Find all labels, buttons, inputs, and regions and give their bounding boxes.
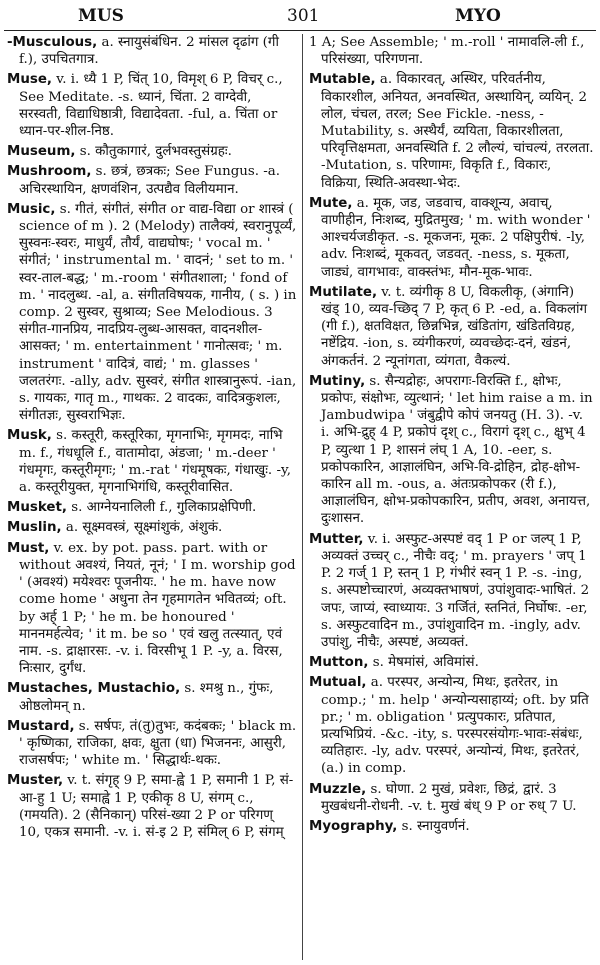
entry-definition: s. कस्तूरी, कस्तूरिका, मृगनाभिः, मृगमदः, नाभि m. f., गंधधूलि f., वातामोदा, अंडजा; ' m.-deer ' गंधमृगः, कस्तूरीमृगः; ' m.-rat ' गंधमूषकः, गंधाखुः. -y, a. कस्तूरीयुक्त, मृगनाभिगंधि, कस्तूरीवासित. xyxy=(19,428,292,496)
entry-definition: s. सैन्यद्रोहः, अपरागः-विरक्ति f., क्षोभः, प्रकोपः, संक्षोभः, व्युत्थानं; ' let him raise a m. in Jambudwipa ' जंबुद्वीपे कोपं जनयतु (H. 3). -v. i. अभि-द्रुह् 4 P, प्रकोपं दृश् c., विरागं दृश् c., क्षुभ् 4 P, व्युत्था 1 P, शासनं लंघ् 1 A, 10. -eer, s. प्रकोपकारिन, आज्ञालंघिन, अभि-वि-द्रोहिन, द्रोह-क्षोभ-कारिन all m. -ous, a. अंतःप्रकोपकर (री f.), आज्ञालंघिन, क्षोभ-प्रकोपकारिन, प्रतीप, अवश, अनायत्त, दुःशासन. xyxy=(321,373,593,527)
dictionary-entry xyxy=(7,680,297,714)
entry-definition: v. ex. by pot. pass. part. with or without अवश्यं, नियतं, नूनं; ' I m. worship god ' (अवश्यं) मयेश्वरः पूजनीयः. ' he m. have now come home ' अधुना तेन गृहमागतेन भवितव्यं; oft. by अर्ह् 1 P; ' he m. be honoured ' माननमर्हत्येव; ' it m. be so ' एवं खलु तत्स्यात्, एवं नाम. -s. द्राक्षारसः. -v. i. विरसीभू 1 P. -y, a. विरस, निःसार, दुर्गंध. xyxy=(19,540,296,677)
entry-headword: Mutter, xyxy=(309,531,364,547)
entry-headword: Musket, xyxy=(7,500,67,516)
entry-definition: v. i. ध्यै 1 P, चिंत् 10, विमृश् 6 P, विचर् c., See Meditate. -s. ध्यानं, चिंता. 2 वाग्देवी, सरस्वती, विद्याधिष्ठात्री, विद्यादेवता. -ful, a. चिंता or ध्यान-पर-शील-निष्ठ. xyxy=(19,72,283,140)
dictionary-entry xyxy=(7,519,297,536)
dictionary-entry xyxy=(7,718,297,770)
dictionary-entry xyxy=(7,163,297,197)
entry-definition: a. स्नायुसंबंधिन. 2 मांसल दृढांग (गी f.), उपचितगात्र. xyxy=(19,35,279,68)
dictionary-entry xyxy=(309,195,595,281)
entry-headword: Must, xyxy=(7,540,50,556)
entry-definition: v. i. अस्फुट-अस्पष्टं वद् 1 P or जल्प् 1 P, अव्यक्तं उच्चर् c., नीचैः वद्; ' m. prayers ' जप् 1 P. 2 गर्ज् 1 P, स्तन् 1 P, गंभीरं स्वन् 1 P. -s. -ing, s. अस्पष्टोच्चारणं, अव्यक्तभाषणं, उपांशुवादः-भाषितं. 2 जपः, जाप्यं, स्वाध्यायः. 3 गर्जितं, स्तनितं, निर्घोषः. -er, s. अस्फुटवादिन m., उपांशुवादिन m. -ingly, adv. उपांशु, नीचैः, अस्पष्टं, अव्यक्तं. xyxy=(321,531,590,650)
entry-definition: a. मूक, जड, जडवाच, वाक्शून्य, अवाच्, वाणीहीन, निःशब्द, मुद्रितमुख; ' m. with wonder ' आश्चर्यजडीकृत. -s. मूकजनः, मूकः. 2 पक्षिपुरीषं. -ly, adv. निःशब्दं, मूकवत्, जडवत्. -ness, s. मूकता, जाड्यं, वागभावः, वाक्स्तंभः, मौन-मूक-भावः. xyxy=(321,195,591,280)
dictionary-entry xyxy=(7,772,297,841)
dictionary-entry xyxy=(309,654,595,671)
dictionary-entry xyxy=(7,540,297,678)
dictionary-entry xyxy=(7,201,297,425)
entry-definition: s. गीतं, संगीतं, संगीत or वाद्य-विद्या or शास्त्रं ( science of m ). 2 (Melody) तालैक्यं, स्वरानुपूर्व्यं, सुस्वनः-स्वरः, माधुर्यं, तौर्यं, वाद्यघोषः; ' vocal m. ' संगीतं; ' instrumental m. ' वादनं; ' set to m. ' स्वर-ताल-बद्ध; ' m.-room ' संगीतशाला; ' fond of m. ' नादलुब्ध. -al, a. संगीतविषयक, गानीय, ( s. ) in comp. 2 सुस्वर, सुश्राव्य; See Melodious. 3 संगीत-गानप्रिय, नादप्रिय-लुब्ध-आसक्त, वादनशील-आसक्त; ' m. entertainment ' गानोत्सवः; ' m. instrument ' वादित्रं, वाद्यं; ' m. glasses ' जलतरंगः. -ally, adv. सुस्वरं, संगीत शास्त्रानुरूपं. -ian, s. गायकः, गातृ m., गाथकः. 2 वादकः, वादित्रकुशलः, संगीतज्ञः, सुस्वराभिज्ञः. xyxy=(19,201,297,424)
entry-definition: s. सर्षपः, तं(तु)तुभः, कदंबकः; ' black m. ' कृष्णिका, राजिका, क्षवः, क्षुता (धा) भिजननः, आसुरी, राजसर्षपः; ' white m. ' सिद्धार्थः-थकः. xyxy=(19,718,297,769)
entry-definition: s. आग्नेयनालिली f., गुलिकाप्रक्षेपिणी. xyxy=(66,500,257,516)
page-number: 301 xyxy=(287,6,320,26)
entry-definition: s. घोणा. 2 मुखं, प्रवेशः, छिद्रं, द्वारं. 3 मुखबंधनी-रोधनी. -v. t. मुखं बंध् 9 P or रुध् 7 U. xyxy=(321,781,577,814)
entry-headword: Myography, xyxy=(309,818,398,834)
entry-headword: Mute, xyxy=(309,195,353,211)
dictionary-entry xyxy=(7,34,297,68)
entry-headword: Musk, xyxy=(7,428,52,444)
entry-definition: s. श्मश्रु n., गुंफः, ओष्ठलोमन् n. xyxy=(19,681,274,714)
entry-headword: Mutiny, xyxy=(309,373,366,389)
entry-headword: Mustard, xyxy=(7,718,75,734)
dictionary-entry xyxy=(7,71,297,140)
entry-headword: Mutable, xyxy=(309,72,376,88)
entry-headword: Mutual, xyxy=(309,675,367,691)
page-header xyxy=(0,0,600,30)
dictionary-entry xyxy=(309,284,595,370)
entry-definition: v. t. संगृह् 9 P, समा-ह्वे 1 P, समानी 1 P, सं-आ-हु 1 U; समाह्वे 1 P, एकीकृ 8 U, संगम् c., (गमयति). 2 (सैनिकान्) परिसं-ख्या 2 P or परिगण् 10, एकत्र समानी. -v. i. सं-इ 2 P, संमिल् 6 P, संगम् xyxy=(19,773,294,840)
entry-headword: Muslin, xyxy=(7,520,62,536)
entry-definition: 1 A; See Assemble; ' m.-roll ' नामावलि-ली f., परिसंख्या, परिगणना. xyxy=(309,35,585,68)
dictionary-entry xyxy=(309,781,595,815)
entry-headword: Mutilate, xyxy=(309,284,378,300)
entry-headword: Mustaches, Mustachio, xyxy=(7,681,181,697)
entry-headword: -Musculous, xyxy=(7,35,98,50)
entry-headword: Museum, xyxy=(7,144,76,160)
entry-headword: Music, xyxy=(7,201,56,217)
entry-definition: a. विकारवत्, अस्थिर, परिवर्तनीय, विकारशील, अनियत, अनवस्थित, अस्थायिन्, व्ययिन्. 2 लोल, चंचल, तरल; See Fickle. -ness, -Mutability, s. अस्थैर्यं, व्ययिता, विकारशीलता, परिवृत्तिक्षमता, अनवस्थिति f. 2 लौल्यं, चांचल्यं, तरलता. -Mutation, s. परिणामः, विकृति f., विकारः, विक्रिया, स्थिति-अवस्था-भेदः. xyxy=(321,72,594,191)
dictionary-entry xyxy=(7,143,297,160)
left-column xyxy=(7,34,297,960)
entry-definition: s. छत्रं, छत्रकः; See Fungus. -a. अचिरस्थायिन, क्षणवंशिन, उत्पद्यैव विलीयमान. xyxy=(19,164,281,197)
entry-definition: s. स्नायुवर्णनं. xyxy=(397,818,470,834)
dictionary-entry xyxy=(309,71,595,191)
dictionary-entry xyxy=(309,674,595,777)
entry-definition: a. सूक्ष्मवस्त्रं, सूक्ष्मांशुकं, अंशुकं. xyxy=(61,520,223,536)
dictionary-entry xyxy=(309,818,595,835)
header-rule xyxy=(4,30,596,31)
header-right-guideword: MYO xyxy=(455,6,501,26)
entry-definition: a. परस्पर, अन्योन्य, मिथः, इतरेतर, in comp.; ' m. help ' अन्योन्यसाहाय्यं; oft. by प्रति pr.; ' m. obligation ' प्रत्युपकारः, प्रतिपात, प्रत्यभिप्रियं. -&c. -ity, s. परस्परसंयोगः-भावः-संबंधः, व्यतिहारः. -ly, adv. परस्परं, अन्योन्यं, मिथः, इतरेतरं, (a.) in comp. xyxy=(321,675,589,777)
entry-headword: Muster, xyxy=(7,773,64,789)
dictionary-entry xyxy=(309,34,595,68)
right-column xyxy=(309,34,595,960)
column-divider xyxy=(302,34,303,960)
dictionary-entry xyxy=(7,427,297,496)
entry-definition: v. t. व्यंगीकृ 8 U, विकलीकृ, (अंगानि) खंड् 10, व्यव-च्छिद् 7 P, कृत् 6 P. -ed, a. विकलांग (गी f.), क्षतविक्षत, छिन्नभिन्न, खंडितांग, खंडितविग्रह, नष्टेंद्रिय. -ion, s. व्यंगीकरणं, व्यवच्छेदः-दनं, खंडनं, अंगकर्तनं. 2 न्यूनांगता, व्यंगता, वैकल्यं. xyxy=(321,284,588,369)
dictionary-entry xyxy=(309,373,595,528)
entry-headword: Muse, xyxy=(7,72,52,88)
entry-headword: Mushroom, xyxy=(7,164,92,180)
entry-headword: Mutton, xyxy=(309,655,369,671)
header-left-guideword: MUS xyxy=(78,6,124,26)
dictionary-entry xyxy=(7,499,297,516)
dictionary-entry xyxy=(309,531,595,651)
entry-definition: s. कौतुकागारं, दुर्लभवस्तुसंग्रहः. xyxy=(75,144,232,160)
entry-headword: Muzzle, xyxy=(309,781,367,797)
entry-definition: s. मेषमांसं, अविमांसं. xyxy=(368,655,479,671)
